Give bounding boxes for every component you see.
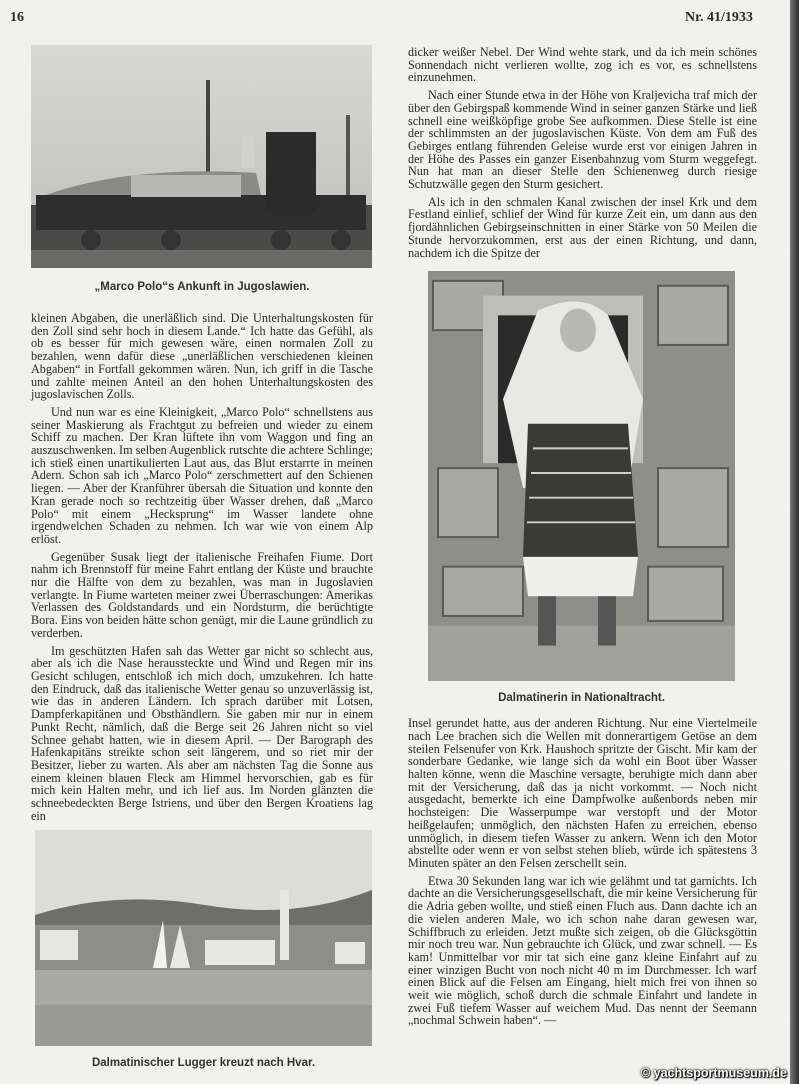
- watermark: © yachtsportmuseum.de: [640, 1066, 787, 1080]
- paragraph: Insel gerundet hatte, aus der anderen Richtung. Nur eine Viertelmeile nach Lee brachen sich die Wellen mit donnerartigem Getöse an dem steilen Felsenufer von Krk. Haushoch spritzte der Gischt. Mir kam der sonderbare Gedanke, wie lange sich da wohl ein Boot über Wasser halten könne, wenn die Maschine versagte, beruhigte mich dann aber mit der Versicherung, daß das ja nicht vorkommt. — Noch nicht ausgedacht, bemerkte ich eine Dampfwolke außenbords neben mir hochsteigen: Die Wasserpumpe war verstopft und der Motor heißgelaufen; unmöglich, den nächsten Hafen zu erreichen, ebenso unmöglich, in diesem tiefen Wasser zu ankern. Wenn ich den Motor abstellte oder wenn er von selbst stehen blieb, würde ich spätestens 3 Minuten später an den Felsen zerschellt sein.: [408, 716, 757, 870]
- paragraph: Im geschützten Hafen sah das Wetter gar nicht so schlecht aus, aber als ich die Nase heraussteckte und Wind und Regen mir ins Gesicht schlugen, entschloß ich mich doch, umzukehren. Ich hatte den Eindruck, daß das italienische Wetter genau so unzuverlässig ist, wie das in anderen Ländern. Ich sprach darüber mit Lotsen, Dampferkapitänen und Obsthändlern. Sie gaben mir nur in einem Punkt Recht, nämlich, daß die Berge seit 26 Jahren nicht so viel Schnee gehabt hatten, wie in diesem April. — Der Barograph des Hafenkapitäns streikte schon seit längerem, und so riet mir der Besitzer, lieber zu warten. Als aber am nächsten Tag die Sonne aus einem kleinen blauen Fleck am Himmel hervorschien, gab es für mich kein Halten mehr, und ich lief aus. Im Norden glänzten die schneebedeckten Berge Istriens, und über den Bergen Kroatiens lag ein: [31, 643, 373, 823]
- page-edge-shadow: [790, 0, 799, 1084]
- paragraph: Gegenüber Susak liegt der italienische Freihafen Fiume. Dort nahm ich Brennstoff für meine Fahrt entlang der Küste und brauchte nur die Hälfte von dem zu bezahlen, was man in Jugoslavien verlangte. In Fiume warteten meiner zwei Überraschungen: Amerikas Verlassen des Goldstandards und ein Nordsturm, die berüchtigte Bora. Eins von beiden hätte schon genügt, mir die Laune gründlich zu verderben.: [31, 549, 373, 640]
- issue-number: Nr. 41/1933: [685, 10, 753, 25]
- paragraph: Als ich in den schmalen Kanal zwischen der insel Krk und dem Festland einlief, schlief der Wind für kurze Zeit ein, um dann aus den fjordähnlichen Gebirgseinschnitten in einer Stärke von 50 Meilen die Stunde hervorzukommen, erst aus der einen Richtung, und dann, nachdem ich die Spitze der: [408, 194, 757, 260]
- photo-lugger-hvar: [35, 830, 372, 1046]
- caption-woman: Dalmatinerin in Nationaltracht.: [498, 692, 665, 705]
- caption-harbor: Dalmatinischer Lugger kreuzt nach Hvar.: [91, 1057, 316, 1070]
- page-number: 16: [10, 10, 24, 25]
- left-column-text: [31, 312, 373, 822]
- paragraph: kleinen Abgaben, die unerläßlich sind. Die Unterhaltungskosten für den Zoll sind sehr hoch in diesem Lande.“ Ich hatte das Gefühl, als ob es besser für mich gewesen wäre, einen normalen Zoll zu bezahlen, wenn dafür diese „unerläßlichen verschiedenen kleinen Abgaben“ in Fortfall gekommen wären. Nun, ich griff in die Tasche und zahlte meinen Anteil an den hohen Unterhaltungskosten des jugoslavischen Zolls.: [31, 311, 373, 402]
- paragraph: dicker weißer Nebel. Der Wind wehte stark, und da ich mein schönes Sonnendach nicht verlieren wollte, zog ich es vor, es schnellstens einzunehmen.: [408, 45, 757, 85]
- paragraph: Etwa 30 Sekunden lang war ich wie gelähmt und tat garnichts. Ich dachte an die Versicherungsgesellschaft, die mir keine Versicherung für die Adria geben wollte, und stieß einen Fluch aus. Dann dachte ich an die vielen anderen Male, wo ich schon nahe daran gewesen war, Schiffbruch zu erleiden. Jetzt mußte sich zeigen, ob die Glücksgöttin mir noch treu war. Nun gebrauchte ich Glück, und zwar schnell. — Es kam! Unmittelbar vor mir tat sich eine ganz kleine Einfahrt auf zu einer winzigen Bucht von noch nicht 40 m im Durchmesser. Ich warf einen Blick auf die Felsen am Eingang, hielt mich frei von ihnen so weit wie möglich, schoß durch die schmale Einfahrt und landete in zwei Fuß tiefem Wasser auf weichem Mud. Das nennt der Seemann „nochmal Schwein haben“. —: [408, 873, 757, 1028]
- caption-train: „Marco Polo“s Ankunft in Jugoslawien.: [94, 281, 310, 293]
- photo-dalmatian-woman: [428, 271, 735, 681]
- spacer: [31, 822, 373, 830]
- left-column: [31, 45, 373, 1070]
- right-column-bottom-text: [408, 717, 757, 1027]
- photo-boat-on-train: [31, 45, 372, 268]
- paragraph: Nach einer Stunde etwa in der Höhe von Kraljevicha traf mich der über den Gebirgspaß kommende Wind in seiner ganzen Stärke und ließ schnell eine weißköpfige grobe See aufkommen. Diese Stelle ist eine der schlimmsten an der jugoslavischen Küste. Von dem am Fuß des Gebirges entlang führenden Geleise wurde erst vor einigen Jahren in der Höhe des Passes ein ganzer Eisenbahnzug vom Sturm weggefegt. Nun hat man an dieser Stelle den Schienenweg durch riesige Schutzwälle gegen den Sturm gesichert.: [408, 88, 757, 192]
- right-column-top-text: [408, 46, 757, 259]
- right-column: [408, 46, 757, 1027]
- paragraph: Und nun war es eine Kleinigkeit, „Marco Polo“ schnellstens aus seiner Maskierung als Frachtgut zu befreien und wieder zu einem Schiff zu machen. Der Kran lüftete ihn vom Waggon und fing an auszuschwenken. Im selben Augenblick rutschte die achtere Schlinge; ich stieß einen unartikulierten Laut aus, das Blut erstarrte in meinen Adern. Schon sah ich „Marco Polo“ zerschmettert auf den Schienen liegen. — Aber der Kranführer übersah die Situation und konnte den Kran gerade noch so rechtzeitig über Wasser drehen, daß „Marco Polo“ mit einem „Hecksprung“ im Wasser landete ohne irgendwelchen Schaden zu nehmen. Ich war wie von einem Alp erlöst.: [31, 404, 373, 546]
